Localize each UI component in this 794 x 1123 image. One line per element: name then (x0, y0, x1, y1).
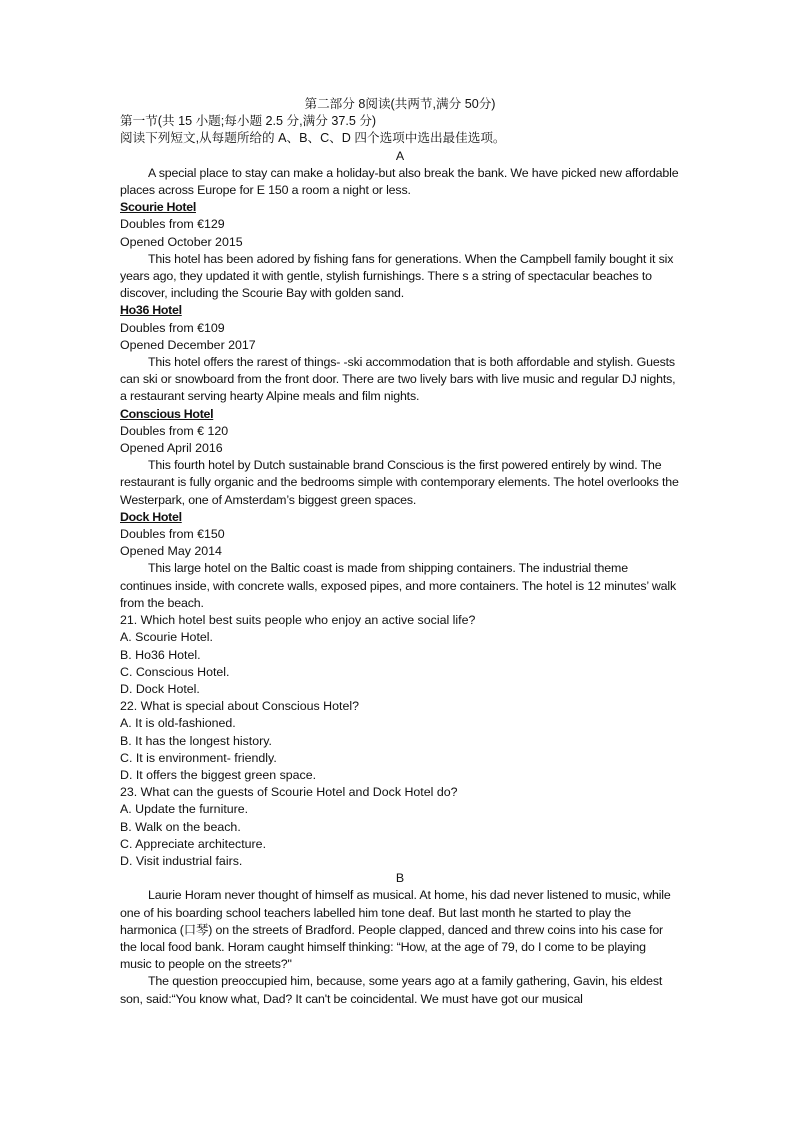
hotel-price: Doubles from € 120 (120, 423, 229, 438)
part-title: 第二部分 8阅读(共两节,满分 50分) (304, 97, 496, 111)
answer-option: A. Scourie Hotel. (120, 630, 213, 645)
hotel-name: Dock Hotel (120, 509, 182, 524)
hotel-entry (120, 509, 680, 612)
passage-a-intro: A special place to stay can make a holiday-but also break the bank. We have picked new affordable places across Europe for E 150 a room a night or less. (120, 165, 679, 198)
section-line: 第一节(共 15 小题;每小题 2.5 分,满分 37.5 分) (120, 114, 377, 129)
hotel-entry (120, 199, 680, 302)
answer-option: B. It has the longest history. (120, 733, 272, 748)
hotel-description: This fourth hotel by Dutch sustainable brand Conscious is the first powered entirely by wind. The restaurant is fully organic and the bedrooms simple with contemporary elements. The hotel overlooks the Westerpark, one of Amsterdam’s biggest green spaces. (120, 458, 679, 507)
answer-option: B. Ho36 Hotel. (120, 647, 201, 662)
question-stem: 22. What is special about Conscious Hotel? (120, 699, 359, 714)
passage-a-label: A (395, 148, 405, 163)
hotel-name: Ho36 Hotel (120, 303, 182, 318)
hotel-opened: Opened May 2014 (120, 544, 222, 559)
answer-option: D. Dock Hotel. (120, 681, 200, 696)
hotel-description: This hotel offers the rarest of things- -ski accommodation that is both affordable and stylish. Guests can ski or snowboard from the front door. There are two lively bars with live music and regular DJ nights, a restaurant serving hearty Alpine meals and film nights. (120, 355, 676, 404)
hotel-opened: Opened October 2015 (120, 234, 243, 249)
hotel-entry (120, 406, 680, 509)
answer-option: D. Visit industrial fairs. (120, 853, 243, 868)
passage-b-paragraph: The question preoccupied him, because, some years ago at a family gathering, Gavin, his eldest son, said:“You know what, Dad? It can't be coincidental. We must have got our musical (120, 974, 663, 1006)
hotel-name: Conscious Hotel (120, 406, 214, 421)
passage-b-label: B (395, 871, 405, 886)
hotel-price: Doubles from €150 (120, 527, 225, 542)
question-stem: 23. What can the guests of Scourie Hotel and Dock Hotel do? (120, 785, 458, 800)
hotel-description: This large hotel on the Baltic coast is made from shipping containers. The industrial theme continues inside, with concrete walls, exposed pipes, and more containers. The hotel is 12 minutes’ walk from the beach. (120, 561, 677, 610)
answer-option: A. It is old-fashioned. (120, 716, 236, 731)
answer-option: C. It is environment- friendly. (120, 750, 277, 765)
answer-option: C. Appreciate architecture. (120, 836, 267, 851)
hotel-price: Doubles from €129 (120, 217, 225, 232)
hotel-entry (120, 302, 680, 405)
instruction: 阅读下列短文,从每题所给的 A、B、C、D 四个选项中选出最佳选项。 (120, 131, 506, 146)
hotel-description: This hotel has been adored by fishing fans for generations. When the Campbell family bought it six years ago, they updated it with gentle, stylish furnishings. There s a string of spectacular beaches to discover, including the Scourie Bay with golden sand. (120, 251, 674, 301)
question-block (120, 698, 680, 784)
answer-option: C. Conscious Hotel. (120, 664, 230, 679)
answer-option: A. Update the furniture. (120, 802, 249, 817)
hotel-price: Doubles from €109 (120, 320, 225, 335)
hotel-opened: Opened December 2017 (120, 337, 256, 352)
passage-b-paragraph: Laurie Horam never thought of himself as musical. At home, his dad never listened to music, while one of his boarding school teachers labelled him tone deaf. But last month he started to play the harmonica (口琴) on the streets of Bradford. People clapped, danced and threw coins into his case for the local food bank. Horam caught himself thinking: “How, at the age of 79, do I come to be playing music to people on the streets?" (120, 888, 671, 972)
question-block (120, 612, 680, 698)
exam-page (120, 96, 680, 1008)
hotel-opened: Opened April 2016 (120, 441, 223, 456)
answer-option: B. Walk on the beach. (120, 819, 241, 834)
question-block (120, 784, 680, 870)
answer-option: D. It offers the biggest green space. (120, 767, 317, 782)
question-stem: 21. Which hotel best suits people who enjoy an active social life? (120, 613, 476, 628)
hotel-name: Scourie Hotel (120, 200, 196, 215)
